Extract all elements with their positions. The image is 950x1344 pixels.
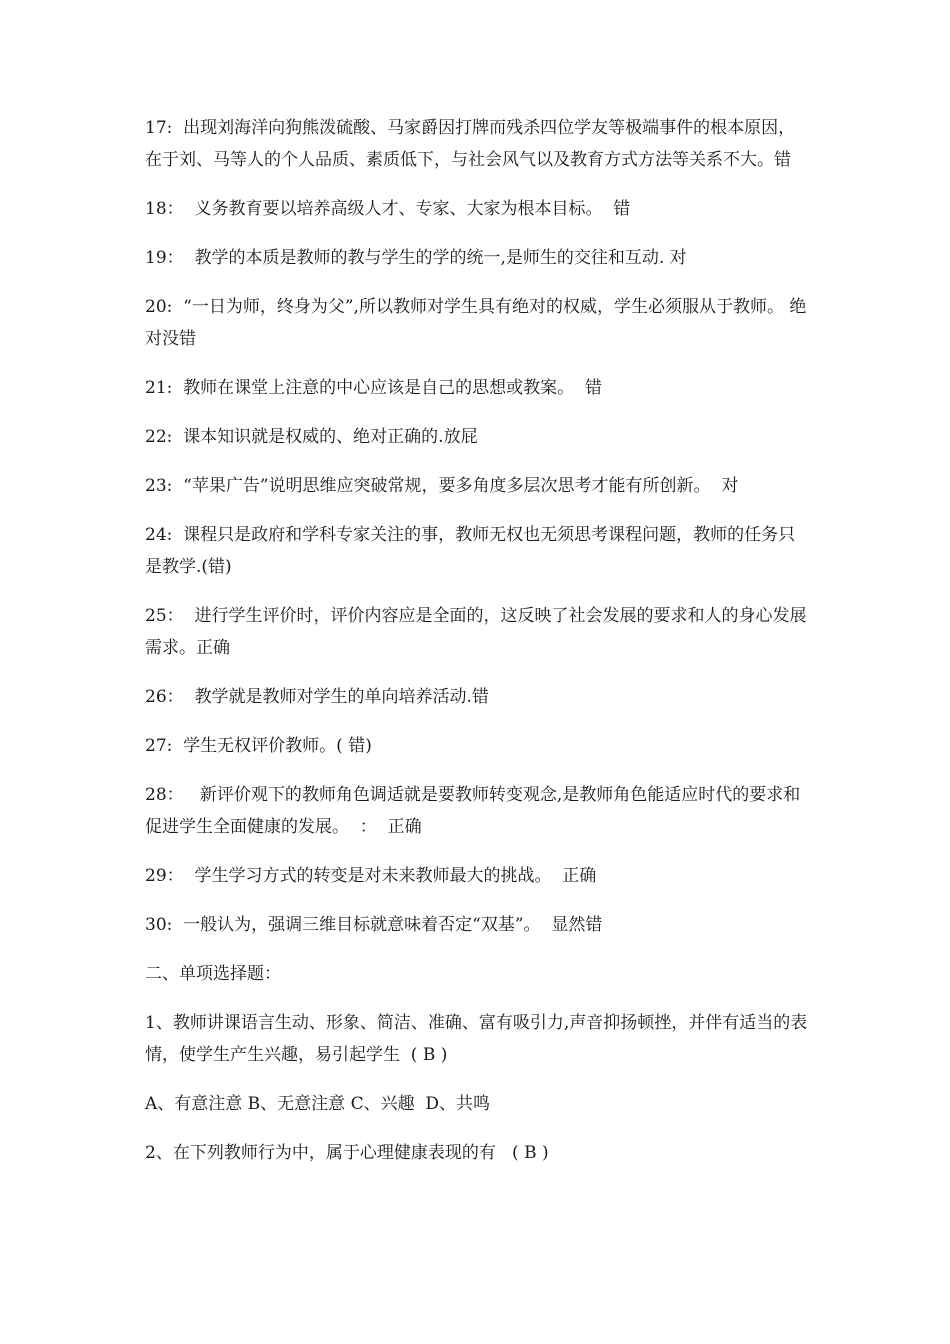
question-30: 30: 一般认为，强调三维目标就意味着否定“双基”。 显然错 <box>145 915 603 935</box>
question-18: 18： 义务教育要以培养高级人才、专家、大家为根本目标。 错 <box>145 199 631 219</box>
question-20: 20: “一日为师，终身为父”,所以教师对学生具有绝对的权威，学生必须服从于教师。 绝对没错 <box>145 297 807 349</box>
choice-question-1-options: A、有意注意 B、无意注意 C、兴趣 D、共鸣 <box>145 1094 491 1114</box>
question-21: 21: 教师在课堂上注意的中心应该是自己的思想或教案。 错 <box>145 378 602 398</box>
question-23: 23: “苹果广告”说明思维应突破常规，要多角度多层次思考才能有所创新。 对 <box>145 476 739 496</box>
choice-question-1: 1、教师讲课语言生动、形象、简洁、准确、富有吸引力,声音抑扬顿挫，并伴有适当的表情，使学生产生兴趣，易引起学生 ( B ) <box>145 1013 808 1065</box>
question-29: 29： 学生学习方式的转变是对未来教师最大的挑战。 正确 <box>145 866 597 886</box>
question-19: 19： 教学的本质是教师的教与学生的学的统一,是师生的交往和互动. 对 <box>145 248 687 268</box>
question-27: 27: 学生无权评价教师。( 错) <box>145 736 372 756</box>
question-24: 24: 课程只是政府和学科专家关注的事，教师无权也无须思考课程问题，教师的任务只是教学.(错) <box>145 525 796 577</box>
question-22: 22: 课本知识就是权威的、绝对正确的.放屁 <box>145 427 478 447</box>
choice-question-2: 2、在下列教师行为中，属于心理健康表现的有 ( B ) <box>145 1143 549 1163</box>
question-26: 26： 教学就是教师对学生的单向培养活动.错 <box>145 687 489 707</box>
document-body <box>145 112 810 1186</box>
question-28: 28： 新评价观下的教师角色调适就是要教师转变观念,是教师角色能适应时代的要求和促进学生全面健康的发展。 ： 正确 <box>145 785 801 837</box>
section-heading: 二、单项选择题： <box>145 964 281 984</box>
question-25: 25： 进行学生评价时，评价内容应是全面的，这反映了社会发展的要求和人的身心发展需求。正确 <box>145 606 807 658</box>
question-17: 17: 出现刘海洋向狗熊泼硫酸、马家爵因打牌而残杀四位学友等极端事件的根本原因，在于刘、马等人的个人品质、素质低下，与社会风气以及教育方式方法等关系不大。错 <box>145 118 796 170</box>
